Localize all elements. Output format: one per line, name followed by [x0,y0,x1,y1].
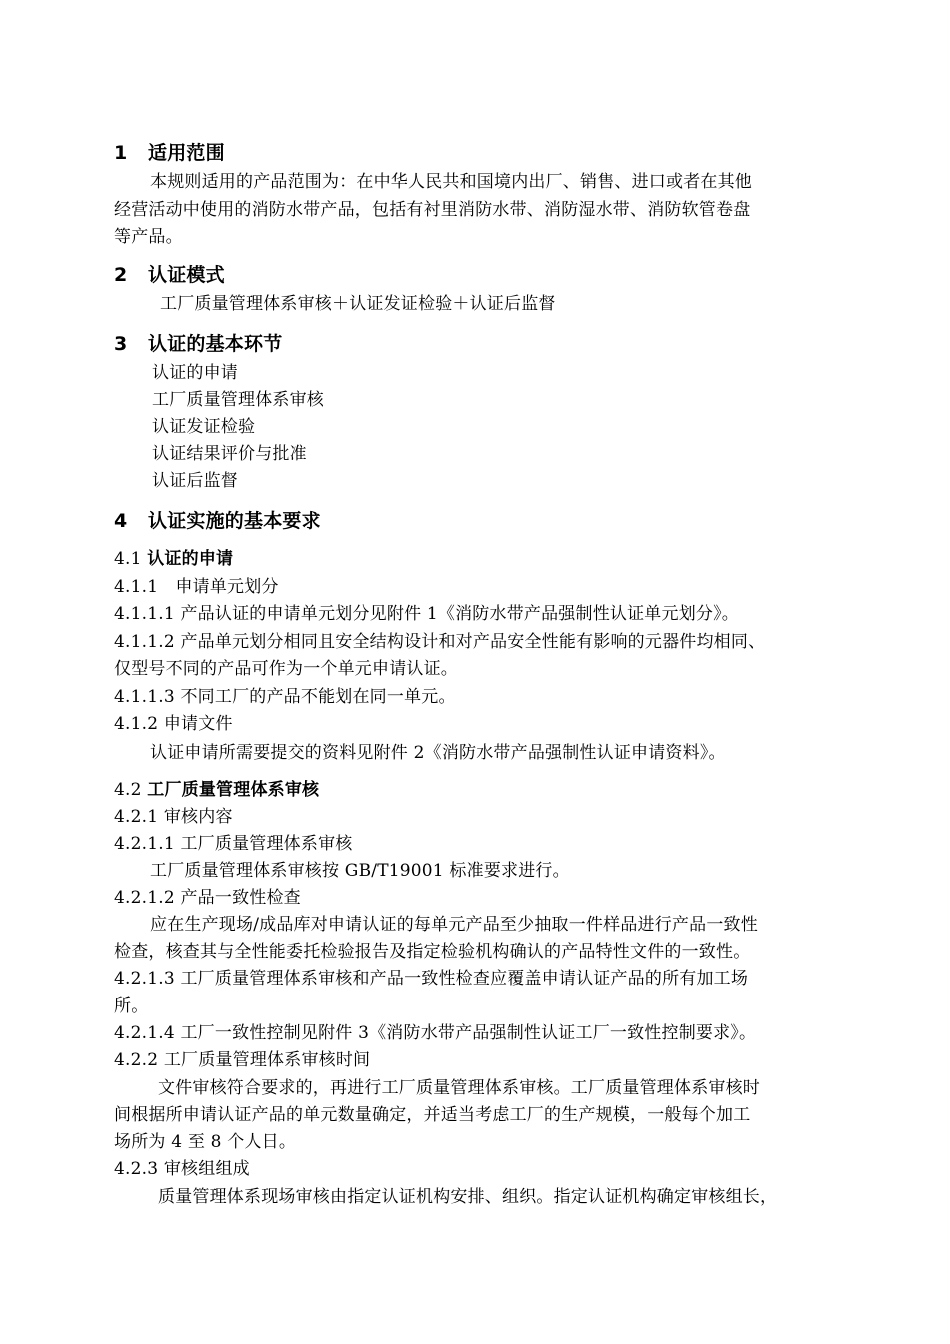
paragraph-line: 工厂质量管理体系审核按 GB/T19001 标准要求进行。 [150,861,570,881]
paragraph-line: 本规则适用的产品范围为：在中华人民共和国境内出厂、销售、进口或者在其他 [150,172,752,192]
paragraph-line: 检查，核查其与全性能委托检验报告及指定检验机构确认的产品特性文件的一致性。 [114,942,751,962]
list-item: 认证结果评价与批准 [152,444,307,464]
paragraph-line: 等产品。 [114,227,183,247]
clause-heading: 4.2.3 审核组组成 [114,1159,250,1179]
clause-line: 4.2.1.3 工厂质量管理体系审核和产品一致性检查应覆盖申请认证产品的所有加工场 [114,969,749,989]
clause-heading: 4.1.2 申请文件 [114,714,233,734]
list-item: 工厂质量管理体系审核 [152,390,324,410]
section-number: 1 [114,142,128,164]
paragraph-line: 工厂质量管理体系审核＋认证发证检验＋认证后监督 [160,294,556,314]
paragraph-line: 认证申请所需要提交的资料见附件 2《消防水带产品强制性认证申请资料》。 [150,743,726,763]
list-item: 认证的申请 [152,363,238,383]
clause-line: 仅型号不同的产品可作为一个单元申请认证。 [114,659,458,679]
clause-line: 4.1.1.1 产品认证的申请单元划分见附件 1《消防水带产品强制性认证单元划分》。 [114,604,739,624]
paragraph-line: 文件审核符合要求的，再进行工厂质量管理体系审核。工厂质量管理体系审核时 [158,1078,760,1098]
list-item: 认证发证检验 [152,417,256,437]
clause-line: 所。 [114,996,149,1016]
paragraph-line: 质量管理体系现场审核由指定认证机构安排、组织。指定认证机构确定审核组长， [158,1187,778,1207]
paragraph-line: 间根据所申请认证产品的单元数量确定，并适当考虑工厂的生产规模，一般每个加工 [114,1105,751,1125]
section-title: 认证实施的基本要求 [148,510,321,532]
subsection-title: 工厂质量管理体系审核 [147,780,320,800]
clause-line: 4.1.1.3 不同工厂的产品不能划在同一单元。 [114,687,456,707]
subsection-4-2-heading [114,779,319,801]
clause-heading: 4.1.1 申请单元划分 [114,577,279,597]
section-number: 4 [114,510,128,532]
subsection-number: 4.2 [114,780,142,800]
paragraph-line: 应在生产现场/成品库对申请认证的每单元产品至少抽取一件样品进行产品一致性 [150,915,758,935]
section-number: 3 [114,333,128,355]
clause-line: 4.2.1.4 工厂一致性控制见附件 3《消防水带产品强制性认证工厂一致性控制要求》。 [114,1023,757,1043]
section-number: 2 [114,264,128,286]
paragraph-line: 场所为 4 至 8 个人日。 [114,1132,297,1152]
section-title: 认证模式 [148,264,225,286]
clause-heading: 4.2.2 工厂质量管理体系审核时间 [114,1050,371,1070]
subsection-number: 4.1 [114,549,142,569]
clause-heading: 4.2.1.1 工厂质量管理体系审核 [114,834,353,854]
subsection-4-1-heading [114,548,233,570]
paragraph-line: 经营活动中使用的消防水带产品，包括有衬里消防水带、消防湿水带、消防软管卷盘 [114,200,751,220]
subsection-title: 认证的申请 [147,549,234,569]
section-title: 适用范围 [148,142,225,164]
section-4-heading [114,509,321,533]
section-2-heading [114,263,225,287]
clause-line: 4.1.1.2 产品单元划分相同且安全结构设计和对产品安全性能有影响的元器件均相同、 [114,632,766,652]
section-title: 认证的基本环节 [148,333,283,355]
section-1-heading [114,141,225,165]
list-item: 认证后监督 [152,471,238,491]
section-3-heading [114,332,282,356]
clause-heading: 4.2.1 审核内容 [114,807,233,827]
clause-heading: 4.2.1.2 产品一致性检查 [114,888,301,908]
